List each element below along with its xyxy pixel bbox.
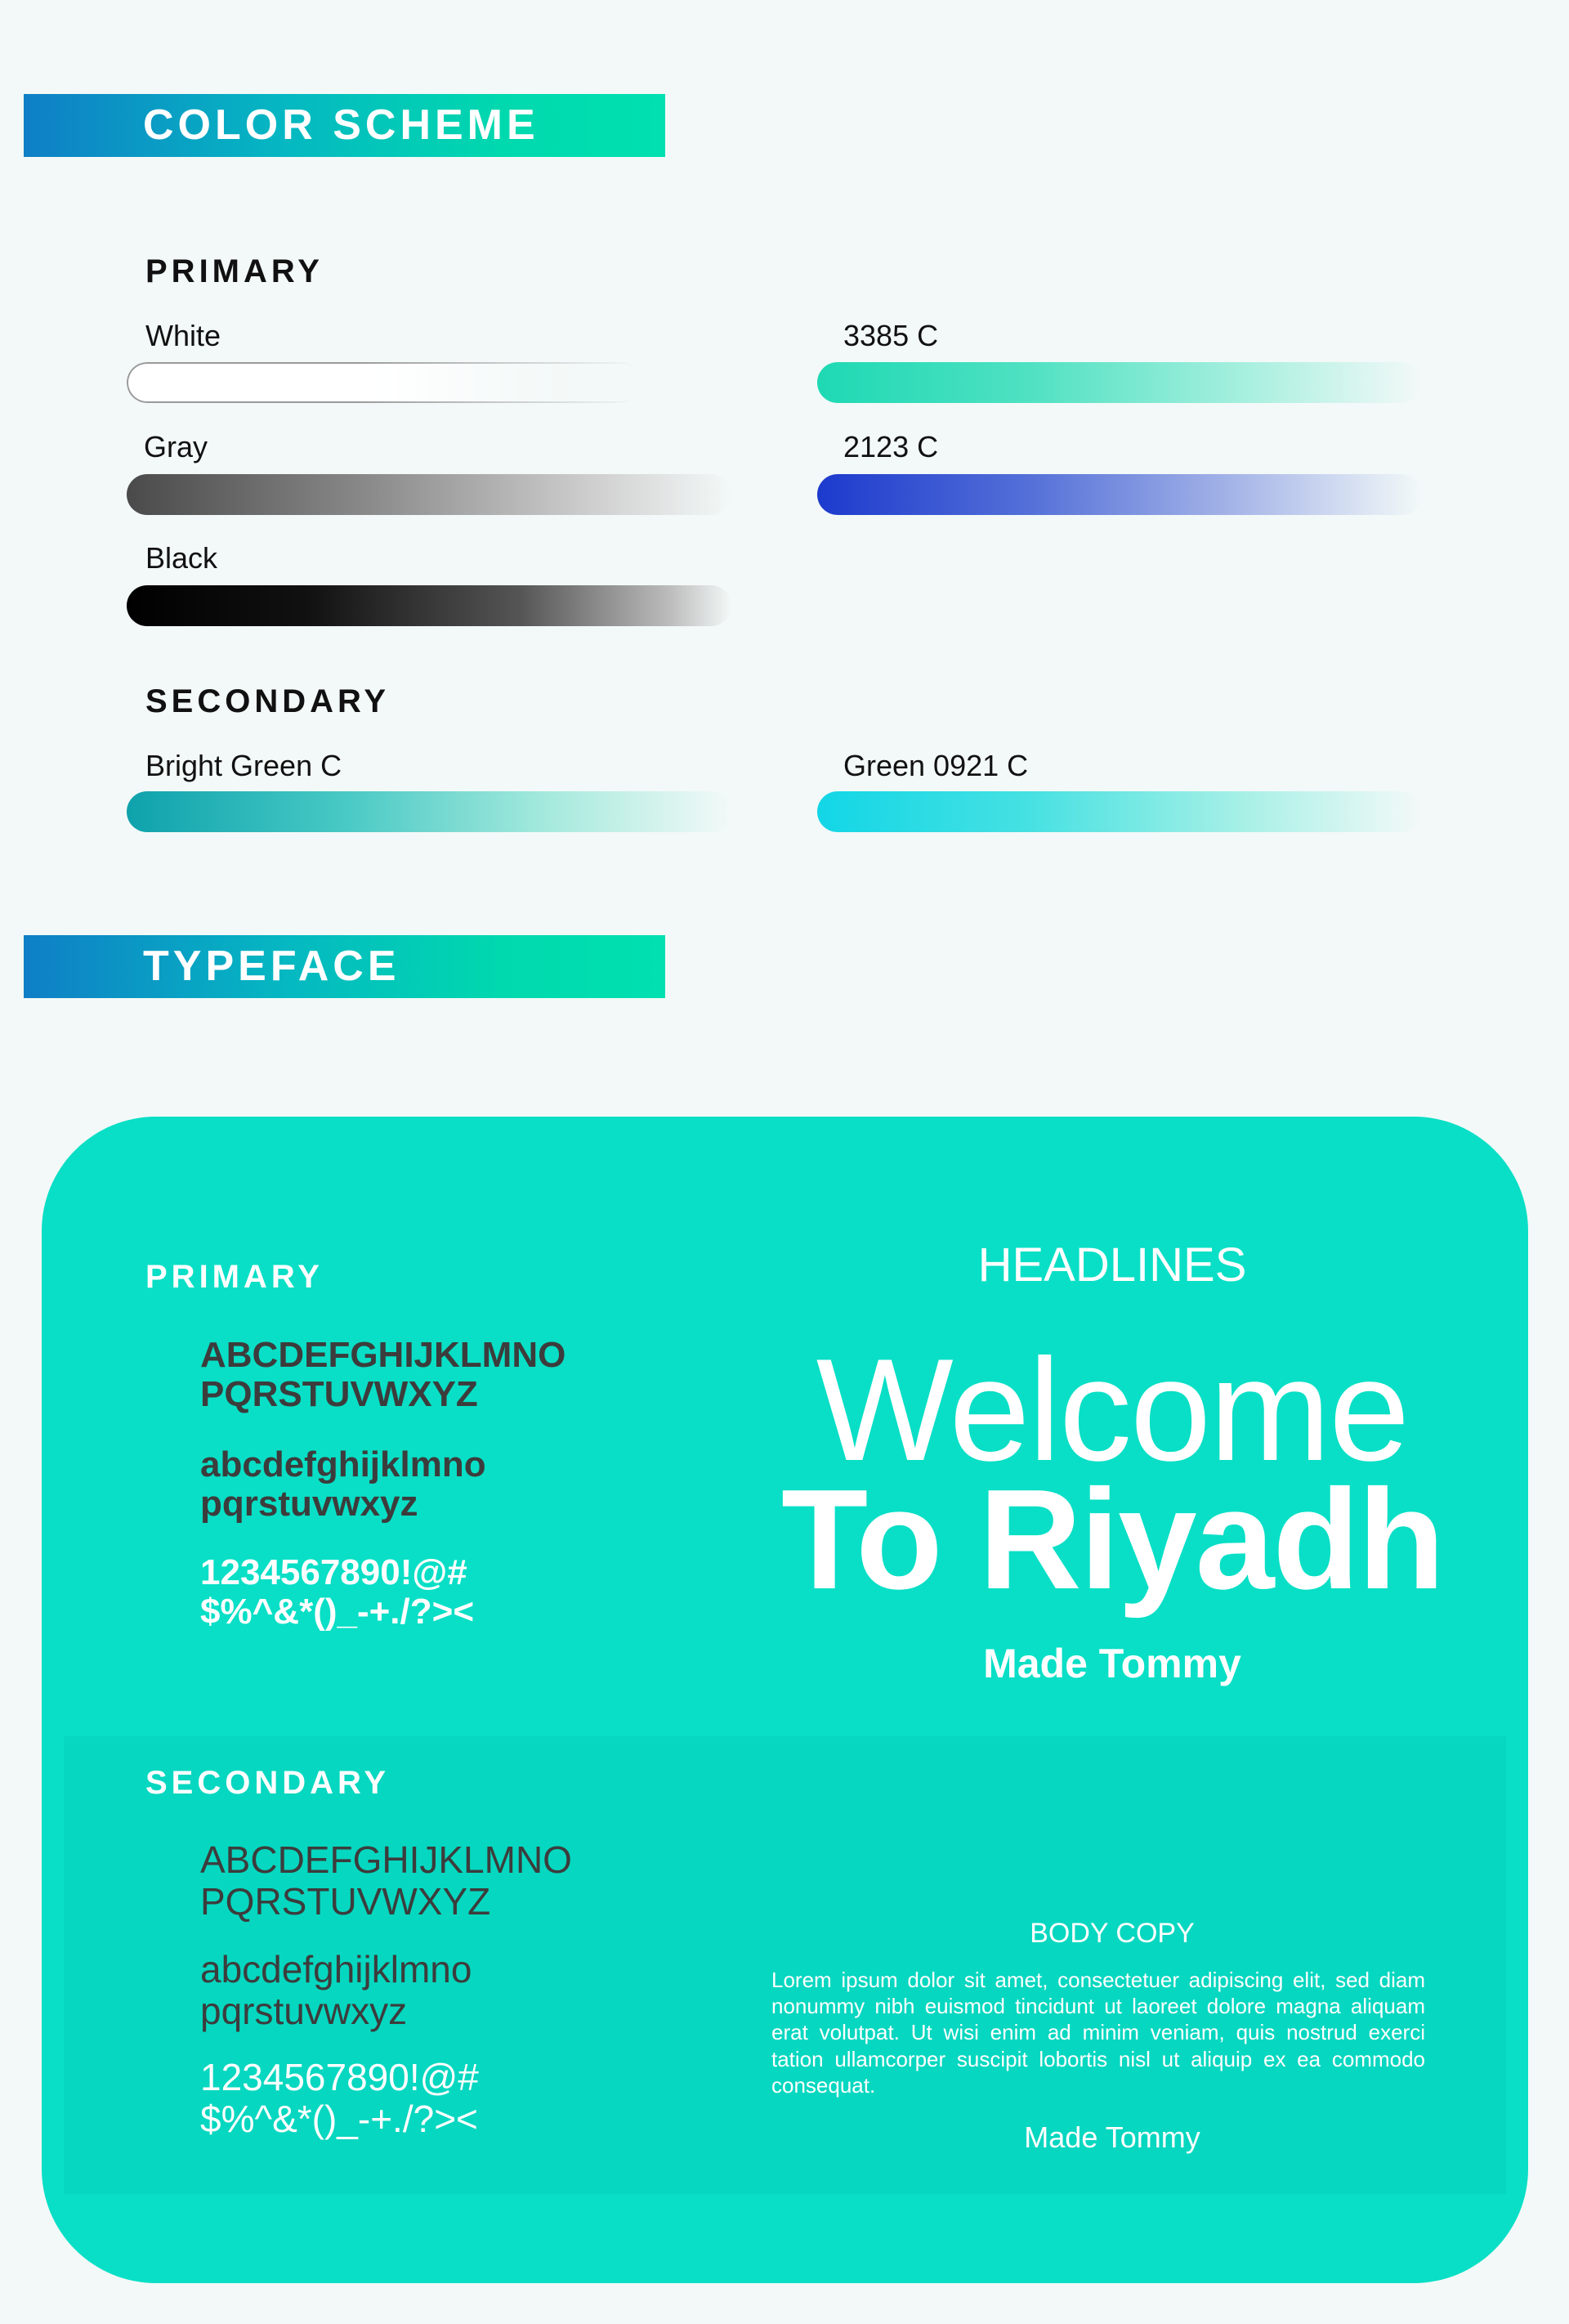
secondary-symbols-line-1: 1234567890!@#	[200, 2056, 479, 2098]
typeface-banner	[24, 935, 665, 998]
headline-to-riyadh: To Riyadh	[780, 1459, 1444, 1619]
primary-lowercase-line-1: abcdefghijklmno	[200, 1444, 486, 1484]
swatch-label-green-0921c: Green 0921 C	[843, 749, 1029, 782]
secondary-lowercase	[200, 1949, 472, 2031]
secondary-lowercase-line-1: abcdefghijklmno	[200, 1948, 472, 1990]
typeface-card	[42, 1117, 1528, 2283]
secondary-symbols-line-2: $%^&*()_-+./?><	[200, 2097, 478, 2140]
swatch-bar-gray	[127, 474, 731, 515]
primary-uppercase	[200, 1336, 565, 1415]
swatch-label-3385c: 3385 C	[843, 319, 939, 352]
swatch-bar-2123c	[817, 474, 1422, 515]
body-copy-text: Lorem ipsum dolor sit amet, consectetuer adipiscing elit, sed diam nonummy nibh euismod tincidunt ut laoreet dolore magna aliquam erat volutpat. Ut wisi enim ad minim veniam, quis nostrud exerci tation ullamcorper suscipit lobortis nisl ut aliquip ex ea commodo consequat.	[771, 1968, 1425, 2098]
typeface-title: TYPEFACE	[143, 943, 400, 990]
swatch-bar-white	[127, 362, 641, 403]
primary-typeface-heading: PRIMARY	[145, 1259, 324, 1295]
secondary-lowercase-line-2: pqrstuvwxyz	[200, 1989, 408, 2032]
color-scheme-banner	[24, 94, 665, 157]
primary-lowercase	[200, 1445, 486, 1525]
primary-lowercase-line-2: pqrstuvwxyz	[200, 1484, 418, 1525]
swatch-label-2123c: 2123 C	[843, 430, 939, 463]
primary-symbols-line-1: 1234567890!@#	[200, 1552, 467, 1592]
headline-welcome: Welcome	[816, 1328, 1409, 1491]
headline-credit: Made Tommy	[983, 1641, 1241, 1686]
swatch-label-white: White	[145, 319, 221, 352]
body-copy-label: BODY COPY	[1030, 1918, 1195, 1949]
primary-uppercase-line-1: ABCDEFGHIJKLMNO	[200, 1335, 566, 1375]
headlines-label: HEADLINES	[977, 1238, 1247, 1292]
primary-uppercase-line-2: PQRSTUVWXYZ	[200, 1374, 478, 1415]
secondary-symbols	[200, 2057, 479, 2139]
secondary-typeface-heading: SECONDARY	[145, 1765, 391, 1801]
swatch-label-bright-green-c: Bright Green C	[145, 749, 342, 782]
primary-symbols	[200, 1553, 474, 1632]
swatch-bar-green-0921c	[817, 791, 1422, 832]
secondary-uppercase-line-2: PQRSTUVWXYZ	[200, 1879, 491, 1923]
swatch-bar-black	[127, 585, 731, 626]
color-scheme-title: COLOR SCHEME	[143, 101, 539, 149]
secondary-colors-heading: SECONDARY	[145, 683, 391, 719]
secondary-uppercase-line-1: ABCDEFGHIJKLMNO	[200, 1838, 572, 1881]
body-copy-credit: Made Tommy	[1024, 2120, 1200, 2154]
swatch-label-gray: Gray	[144, 430, 208, 463]
secondary-uppercase	[200, 1839, 572, 1922]
swatch-label-black: Black	[145, 541, 218, 575]
primary-colors-heading: PRIMARY	[145, 253, 324, 289]
primary-symbols-line-2: $%^&*()_-+./?><	[200, 1592, 475, 1632]
swatch-bar-bright-green-c	[127, 791, 731, 832]
swatch-bar-3385c	[817, 362, 1422, 403]
